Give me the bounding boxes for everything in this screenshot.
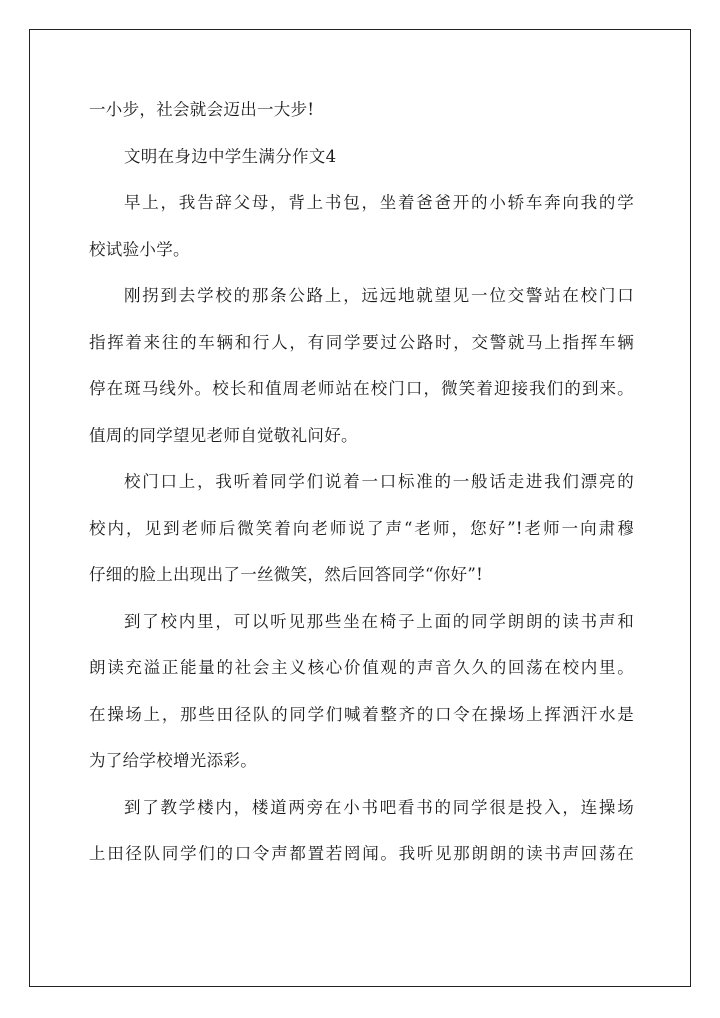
text-line: 仔细的脸上出现出了一丝微笑，然后回答同学“你好”! <box>89 565 484 584</box>
text-line: 刚拐到去学校的那条公路上，远远地就望见一位交警站在校门口 <box>124 286 634 305</box>
text-line: 值周的同学望见老师自觉敬礼问好。 <box>89 425 358 445</box>
text-line: 早上，我告辞父母，背上书包，坐着爸爸开的小轿车奔向我的学 <box>124 193 634 212</box>
text-line: 校内，见到老师后微笑着向老师说了声“老师，您好”!老师一向肃穆 <box>89 518 634 538</box>
essay-title: 文明在身边中学生满分作文4 <box>124 146 337 166</box>
text-line: 朗读充溢正能量的社会主义核心价值观的声音久久的回荡在校内里。 <box>89 658 634 677</box>
document-body <box>89 92 634 883</box>
text-line: 为了给学校增光添彩。 <box>89 751 257 770</box>
text-line: 一小步，社会就会迈出一大步! <box>89 100 315 119</box>
text-line: 在操场上，那些田径队的同学们喊着整齐的口令在操场上挥洒汗水是 <box>89 704 634 724</box>
text-line: 指挥着来往的车辆和行人，有同学要过公路时，交警就马上指挥车辆 <box>89 332 634 352</box>
text-line: 校门口上，我听着同学们说着一口标准的一般话走进我们漂亮的 <box>124 472 634 491</box>
text-line: 到了教学楼内，楼道两旁在小书吧看书的同学很是投入，连操场 <box>124 797 634 817</box>
text-line: 校试验小学。 <box>89 239 190 259</box>
text-line: 上田径队同学们的口令声都置若罔闻。我听见那朗朗的读书声回荡在 <box>89 844 634 863</box>
text-line: 停在斑马线外。校长和值周老师站在校门口，微笑着迎接我们的到来。 <box>89 379 634 398</box>
text-line: 到了校内里，可以听见那些坐在椅子上面的同学朗朗的读书声和 <box>124 611 634 631</box>
